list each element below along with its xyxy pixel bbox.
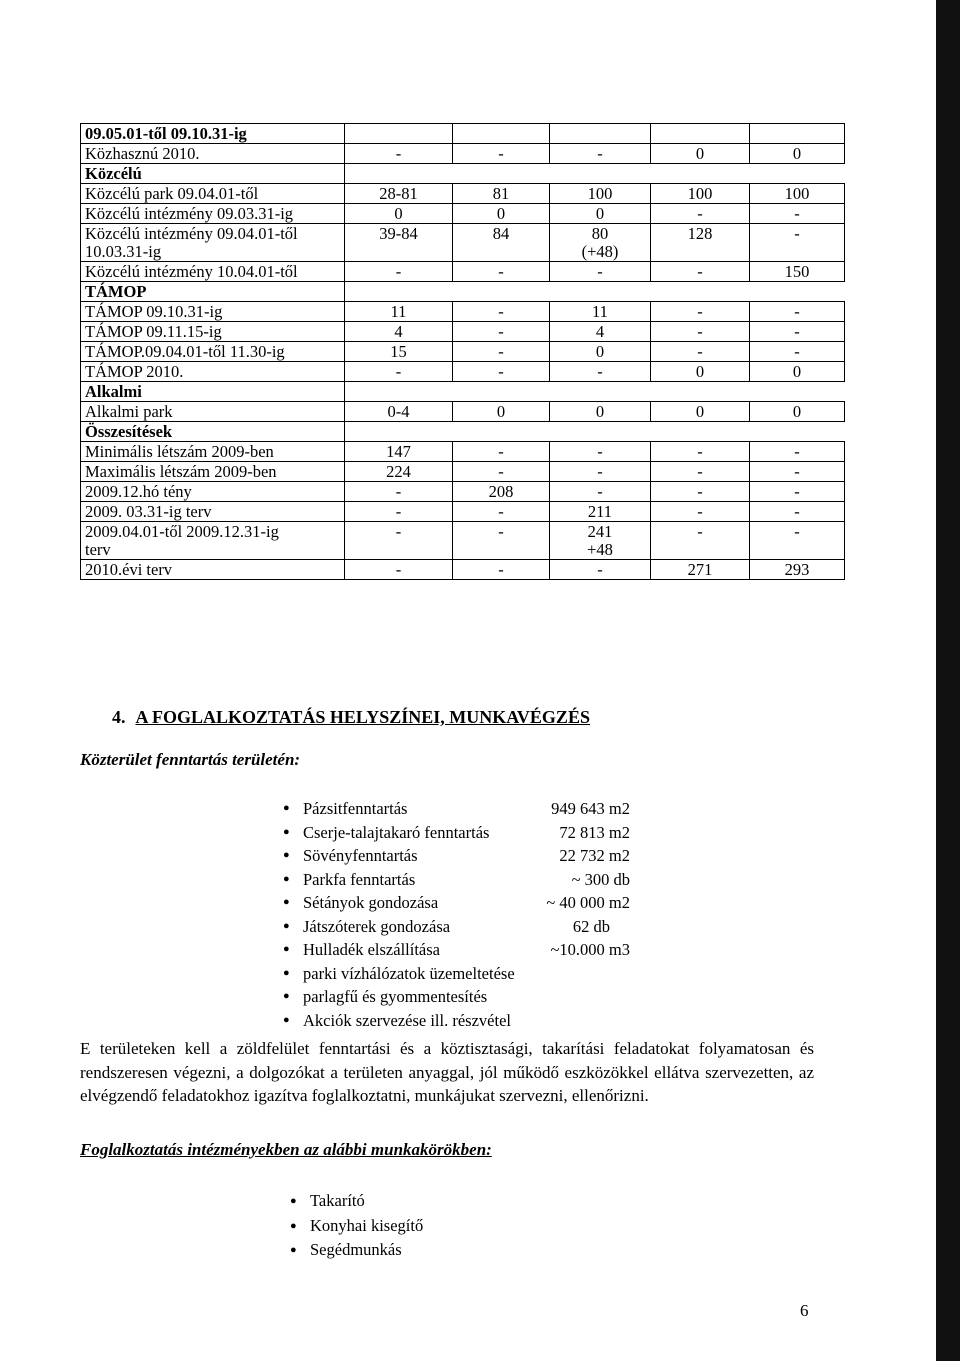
cell-col-5 bbox=[750, 282, 845, 302]
cell-col-1 bbox=[345, 522, 453, 560]
cell-col-4 bbox=[651, 422, 750, 442]
task-name: parlagfű és gyommentesítés bbox=[303, 987, 488, 1006]
cell-col-2 bbox=[453, 282, 550, 302]
cell-col-1 bbox=[345, 422, 453, 442]
cell-col-4: - bbox=[651, 442, 750, 462]
cell-col-5 bbox=[750, 522, 845, 560]
section-number: 4. bbox=[112, 707, 126, 727]
table-row bbox=[81, 560, 845, 580]
cell-col-2: - bbox=[453, 560, 550, 580]
cell-line2: (+48) bbox=[581, 242, 619, 261]
cell-col-4: - bbox=[651, 302, 750, 322]
table-row bbox=[81, 322, 845, 342]
cell-col-1 bbox=[345, 224, 453, 262]
cell-col-3: - bbox=[550, 560, 651, 580]
cell-col-3: - bbox=[550, 262, 651, 282]
job-item: ● Takarító bbox=[290, 1189, 423, 1214]
cell-line1: - bbox=[395, 522, 402, 541]
cell-col-5: - bbox=[750, 502, 845, 522]
subheading-institutions: Foglalkoztatás intézményekben az alábbi munkakörökben: bbox=[80, 1140, 492, 1159]
cell-col-2: - bbox=[453, 262, 550, 282]
cell-col-1: 4 bbox=[345, 322, 453, 342]
job-item: ● Konyhai kisegítő bbox=[290, 1214, 423, 1239]
subheading-public-areas: Közterület fenntartás területén: bbox=[80, 750, 301, 769]
row-label: Összesítések bbox=[81, 422, 345, 442]
cell-col-1: - bbox=[345, 482, 453, 502]
table-row bbox=[81, 522, 845, 560]
table-section-row bbox=[81, 124, 845, 144]
row-label-line2: terv bbox=[85, 540, 111, 559]
cell-col-1 bbox=[345, 382, 453, 402]
table-row bbox=[81, 502, 845, 522]
cell-col-2: - bbox=[453, 302, 550, 322]
cell-col-3: 0 bbox=[550, 204, 651, 224]
page-number: 6 bbox=[800, 1301, 809, 1320]
row-label: Alkalmi park bbox=[81, 402, 345, 422]
cell-col-5: 0 bbox=[750, 402, 845, 422]
cell-col-1 bbox=[345, 282, 453, 302]
cell-col-1: 15 bbox=[345, 342, 453, 362]
cell-col-5: 100 bbox=[750, 184, 845, 204]
cell-col-4: - bbox=[651, 262, 750, 282]
table-row bbox=[81, 262, 845, 282]
table-section-row bbox=[81, 282, 845, 302]
row-label: 2009.12.hó tény bbox=[81, 482, 345, 502]
cell-col-5: - bbox=[750, 482, 845, 502]
task-name: Játszóterek gondozása bbox=[303, 916, 451, 936]
task-name: Pázsitfenntartás bbox=[303, 799, 408, 818]
table-row bbox=[81, 342, 845, 362]
cell-col-4: 0 bbox=[651, 362, 750, 382]
task-amount: ~ 300 db bbox=[571, 869, 630, 889]
cell-col-2: - bbox=[453, 342, 550, 362]
task-item bbox=[283, 962, 515, 986]
cell-col-3: 100 bbox=[550, 184, 651, 204]
cell-col-3 bbox=[550, 422, 651, 442]
cell-col-1: 11 bbox=[345, 302, 453, 322]
cell-line1: 84 bbox=[492, 224, 510, 243]
cell-col-5 bbox=[750, 124, 845, 144]
job-list bbox=[290, 1189, 423, 1263]
table-section-row bbox=[81, 422, 845, 442]
cell-col-1: - bbox=[345, 362, 453, 382]
task-amount: ~10.000 m3 bbox=[550, 940, 630, 959]
cell-col-2 bbox=[453, 224, 550, 262]
cell-col-4: - bbox=[651, 204, 750, 224]
cell-col-2 bbox=[453, 164, 550, 184]
cell-col-2: - bbox=[453, 502, 550, 522]
cell-col-2 bbox=[453, 382, 550, 402]
cell-col-5 bbox=[750, 224, 845, 262]
cell-col-1: 0-4 bbox=[345, 402, 453, 422]
task-name: parki vízhálózatok üzemeltetése bbox=[303, 963, 515, 983]
task-name: Sétányok gondozása bbox=[303, 893, 439, 912]
cell-col-2: - bbox=[453, 362, 550, 382]
cell-col-3: 0 bbox=[550, 402, 651, 422]
cell-col-1: 147 bbox=[345, 442, 453, 462]
cell-col-2 bbox=[453, 422, 550, 442]
cell-col-3: 4 bbox=[550, 322, 651, 342]
row-label: 2010.évi terv bbox=[81, 560, 345, 580]
cell-line1: - bbox=[498, 522, 504, 541]
cell-col-3 bbox=[550, 224, 651, 262]
cell-col-4 bbox=[651, 382, 750, 402]
cell-col-4 bbox=[651, 282, 750, 302]
cell-col-3: - bbox=[550, 144, 651, 164]
table-row bbox=[81, 362, 845, 382]
cell-col-2: 81 bbox=[453, 184, 550, 204]
cell-col-5: 150 bbox=[750, 262, 845, 282]
cell-col-1: - bbox=[345, 502, 453, 522]
cell-col-5: 293 bbox=[750, 560, 845, 580]
cell-line1: 241 bbox=[587, 522, 613, 541]
cell-col-5: - bbox=[750, 204, 845, 224]
row-label bbox=[81, 522, 345, 560]
cell-col-5: - bbox=[750, 342, 845, 362]
task-name: Akciók szervezése ill. részvétel bbox=[303, 1010, 511, 1030]
row-label: TÁMOP.09.04.01-től 11.30-ig bbox=[81, 342, 345, 362]
task-amount: ~ 40 000 m2 bbox=[546, 893, 630, 912]
cell-col-3 bbox=[550, 164, 651, 184]
cell-col-4: - bbox=[651, 502, 750, 522]
task-item bbox=[283, 844, 630, 868]
row-label-line2: 10.03.31-ig bbox=[85, 242, 162, 261]
row-label-line1: Közcélú intézmény 09.04.01-től bbox=[85, 224, 298, 243]
cell-col-2: - bbox=[453, 462, 550, 482]
cell-col-5 bbox=[750, 422, 845, 442]
scan-edge-bar bbox=[936, 0, 960, 1361]
cell-col-3 bbox=[550, 522, 651, 560]
cell-col-2 bbox=[453, 124, 550, 144]
table-row bbox=[81, 442, 845, 462]
row-label: Minimális létszám 2009-ben bbox=[81, 442, 345, 462]
cell-col-4: - bbox=[651, 482, 750, 502]
task-amount: 949 643 m2 bbox=[551, 799, 630, 818]
table-row bbox=[81, 184, 845, 204]
table-row bbox=[81, 482, 845, 502]
row-label: Alkalmi bbox=[81, 382, 345, 402]
row-label: Közcélú bbox=[81, 164, 345, 184]
cell-col-5: - bbox=[750, 302, 845, 322]
table-row bbox=[81, 462, 845, 482]
table-row bbox=[81, 302, 845, 322]
cell-col-2: - bbox=[453, 322, 550, 342]
row-label: Maximális létszám 2009-ben bbox=[81, 462, 345, 482]
cell-col-2: 208 bbox=[453, 482, 550, 502]
row-label: TÁMOP bbox=[81, 282, 345, 302]
cell-col-4 bbox=[651, 124, 750, 144]
row-label-line1: 2009.04.01-től 2009.12.31-ig bbox=[85, 522, 279, 541]
task-amount: 72 813 m2 bbox=[559, 822, 630, 842]
cell-col-4: 0 bbox=[651, 402, 750, 422]
task-item bbox=[283, 821, 630, 845]
section-title: A FOGLALKOZTATÁS HELYSZÍNEI, MUNKAVÉGZÉS bbox=[135, 707, 590, 727]
cell-col-5 bbox=[750, 382, 845, 402]
cell-line1: - bbox=[697, 522, 703, 541]
cell-col-3 bbox=[550, 124, 651, 144]
table-row bbox=[81, 224, 845, 262]
task-item bbox=[283, 797, 630, 821]
cell-col-4 bbox=[651, 224, 750, 262]
task-item bbox=[283, 915, 610, 939]
cell-col-1 bbox=[345, 124, 453, 144]
body-paragraph: E területeken kell a zöldfelület fenntartási és a köztisztasági, takarítási feladatokat folyamatosan és rendszeresen végezni, a dolgozókat a területen anyaggal, jól működő eszközökkel ellátva szervezetten, az elvégzendő feladatokhoz igazítva foglalkoztatni, munkájukat szervezni, ellenőrizni. bbox=[80, 1039, 814, 1105]
row-label: Közcélú intézmény 10.04.01-től bbox=[81, 262, 345, 282]
cell-col-4: 271 bbox=[651, 560, 750, 580]
task-name: Cserje-talajtakaró fenntartás bbox=[303, 822, 490, 842]
table-row bbox=[81, 144, 845, 164]
task-amount: 22 732 m2 bbox=[559, 846, 630, 865]
table-section-row bbox=[81, 164, 845, 184]
cell-col-3: - bbox=[550, 362, 651, 382]
cell-col-4: - bbox=[651, 462, 750, 482]
cell-col-5: 0 bbox=[750, 144, 845, 164]
cell-col-4: - bbox=[651, 322, 750, 342]
row-label: TÁMOP 2010. bbox=[81, 362, 345, 382]
cell-line2: +48 bbox=[587, 540, 613, 559]
cell-col-3: - bbox=[550, 462, 651, 482]
cell-col-3: 11 bbox=[550, 302, 651, 322]
cell-col-1: - bbox=[345, 262, 453, 282]
task-item bbox=[283, 1009, 515, 1033]
cell-col-2 bbox=[453, 522, 550, 560]
task-item bbox=[283, 985, 515, 1009]
cell-col-2: 0 bbox=[453, 402, 550, 422]
cell-col-3: 0 bbox=[550, 342, 651, 362]
cell-col-1: 0 bbox=[345, 204, 453, 224]
table-row bbox=[81, 204, 845, 224]
cell-col-1: - bbox=[345, 560, 453, 580]
row-label: 09.05.01-től 09.10.31-ig bbox=[81, 124, 345, 144]
cell-col-1: 28-81 bbox=[345, 184, 453, 204]
task-name: Sövényfenntartás bbox=[303, 846, 418, 865]
row-label: Közcélú intézmény 09.03.31-ig bbox=[81, 204, 345, 224]
cell-line1: 128 bbox=[687, 224, 713, 243]
table-section-row bbox=[81, 382, 845, 402]
cell-col-3 bbox=[550, 382, 651, 402]
cell-col-5: - bbox=[750, 462, 845, 482]
cell-col-1: - bbox=[345, 144, 453, 164]
cell-col-1: 224 bbox=[345, 462, 453, 482]
row-label: Közcélú park 09.04.01-től bbox=[81, 184, 345, 204]
cell-col-1 bbox=[345, 164, 453, 184]
task-list bbox=[283, 797, 630, 1032]
row-label: 2009. 03.31-ig terv bbox=[81, 502, 345, 522]
task-amount: 62 db bbox=[572, 916, 610, 936]
cell-col-5: - bbox=[750, 322, 845, 342]
cell-col-2: 0 bbox=[453, 204, 550, 224]
table-row bbox=[81, 402, 845, 422]
employment-table bbox=[80, 123, 845, 580]
cell-line1: 39-84 bbox=[379, 224, 418, 243]
row-label bbox=[81, 224, 345, 262]
task-item bbox=[283, 938, 630, 962]
cell-col-3: - bbox=[550, 442, 651, 462]
cell-col-2: - bbox=[453, 442, 550, 462]
cell-col-3: - bbox=[550, 482, 651, 502]
cell-col-4 bbox=[651, 522, 750, 560]
cell-col-4: 100 bbox=[651, 184, 750, 204]
cell-col-4 bbox=[651, 164, 750, 184]
section-heading bbox=[112, 707, 590, 728]
cell-col-5: - bbox=[750, 442, 845, 462]
cell-line1: - bbox=[794, 522, 800, 541]
task-item bbox=[283, 868, 630, 892]
cell-line1: 80 bbox=[591, 224, 609, 243]
cell-col-5 bbox=[750, 164, 845, 184]
row-label: Közhasznú 2010. bbox=[81, 144, 345, 164]
row-label: TÁMOP 09.10.31-ig bbox=[81, 302, 345, 322]
cell-col-4: - bbox=[651, 342, 750, 362]
task-item bbox=[283, 891, 630, 915]
cell-col-2: - bbox=[453, 144, 550, 164]
job-item: ● Segédmunkás bbox=[290, 1238, 423, 1263]
cell-col-4: 0 bbox=[651, 144, 750, 164]
cell-col-5: 0 bbox=[750, 362, 845, 382]
cell-line1: - bbox=[794, 224, 800, 243]
cell-col-3 bbox=[550, 282, 651, 302]
row-label: TÁMOP 09.11.15-ig bbox=[81, 322, 345, 342]
task-name: Parkfa fenntartás bbox=[303, 869, 416, 889]
task-name: Hulladék elszállítása bbox=[303, 940, 440, 959]
cell-col-3: 211 bbox=[550, 502, 651, 522]
